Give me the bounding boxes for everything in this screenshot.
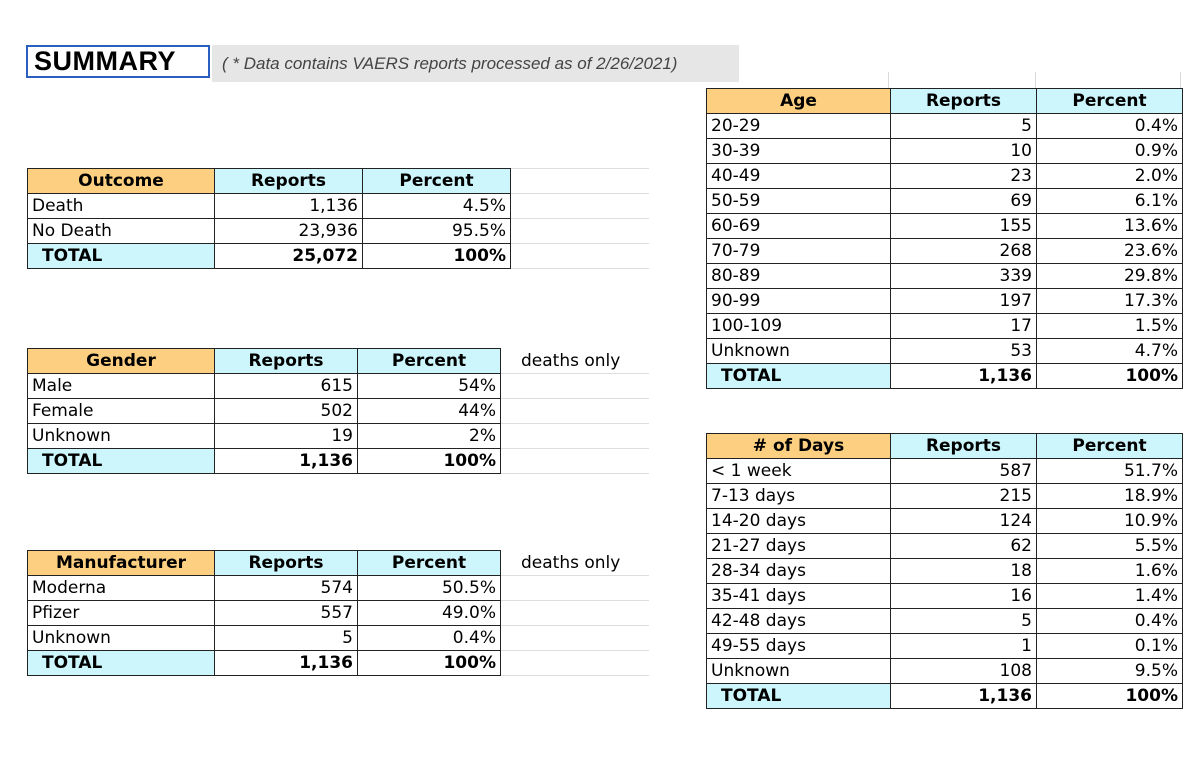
column-header: # of Days (707, 434, 891, 459)
percent-cell[interactable]: 9.5% (1037, 659, 1183, 684)
row-label[interactable]: 30-39 (707, 139, 891, 164)
column-header: Percent (363, 169, 511, 194)
table-header-row (28, 551, 649, 576)
gender-table (27, 348, 649, 474)
percent-cell[interactable]: 4.7% (1037, 339, 1183, 364)
row-label[interactable]: Male (28, 374, 215, 399)
percent-cell[interactable]: 1.6% (1037, 559, 1183, 584)
percent-cell[interactable]: 29.8% (1037, 264, 1183, 289)
table-row (707, 534, 1183, 559)
row-label[interactable]: Unknown (28, 424, 215, 449)
table-row (707, 659, 1183, 684)
row-label[interactable]: 42-48 days (707, 609, 891, 634)
summary-title[interactable]: SUMMARY (26, 45, 210, 78)
percent-cell[interactable]: 95.5% (363, 219, 511, 244)
total-percent[interactable]: 100% (1037, 364, 1183, 389)
percent-cell[interactable]: 1.4% (1037, 584, 1183, 609)
row-label[interactable]: 28-34 days (707, 559, 891, 584)
percent-cell[interactable]: 10.9% (1037, 509, 1183, 534)
table-header-row (707, 89, 1183, 114)
column-header: Manufacturer (28, 551, 215, 576)
total-percent[interactable]: 100% (358, 449, 501, 474)
total-percent[interactable]: 100% (1037, 684, 1183, 709)
reports-cell[interactable]: 19 (215, 424, 358, 449)
percent-cell[interactable]: 51.7% (1037, 459, 1183, 484)
column-header: Percent (358, 349, 501, 374)
table-row (707, 339, 1183, 364)
empty-cell (511, 244, 649, 269)
column-header: Percent (1037, 434, 1183, 459)
reports-cell[interactable]: 18 (891, 559, 1037, 584)
age-table (706, 88, 1183, 389)
reports-cell[interactable]: 268 (891, 239, 1037, 264)
table-row (707, 264, 1183, 289)
reports-cell[interactable]: 53 (891, 339, 1037, 364)
total-reports[interactable]: 1,136 (891, 684, 1037, 709)
row-label[interactable]: 40-49 (707, 164, 891, 189)
row-label[interactable]: 7-13 days (707, 484, 891, 509)
reports-cell[interactable]: 587 (891, 459, 1037, 484)
row-label[interactable]: 35-41 days (707, 584, 891, 609)
table-row (707, 609, 1183, 634)
empty-cell (501, 399, 649, 424)
percent-cell[interactable]: 0.4% (358, 626, 501, 651)
gridline (888, 72, 889, 88)
summary-note: ( * Data contains VAERS reports processed as of 2/26/2021) (212, 45, 739, 82)
total-reports[interactable]: 1,136 (215, 651, 358, 676)
column-header: Percent (1037, 89, 1183, 114)
reports-cell[interactable]: 339 (891, 264, 1037, 289)
row-label[interactable]: 50-59 (707, 189, 891, 214)
table-row (707, 114, 1183, 139)
total-label[interactable]: TOTAL (28, 449, 215, 474)
row-label[interactable]: 14-20 days (707, 509, 891, 534)
percent-cell[interactable]: 0.4% (1037, 114, 1183, 139)
percent-cell[interactable]: 49.0% (358, 601, 501, 626)
reports-cell[interactable]: 62 (891, 534, 1037, 559)
percent-cell[interactable]: 50.5% (358, 576, 501, 601)
table-row (28, 399, 649, 424)
table-header-row (707, 434, 1183, 459)
table-row (707, 239, 1183, 264)
reports-cell[interactable]: 5 (891, 609, 1037, 634)
reports-cell[interactable]: 197 (891, 289, 1037, 314)
reports-cell[interactable]: 502 (215, 399, 358, 424)
table-row (28, 601, 649, 626)
percent-cell[interactable]: 5.5% (1037, 534, 1183, 559)
column-header: Age (707, 89, 891, 114)
row-label[interactable]: Moderna (28, 576, 215, 601)
total-reports[interactable]: 1,136 (891, 364, 1037, 389)
reports-cell[interactable]: 16 (891, 584, 1037, 609)
column-header: Reports (215, 169, 363, 194)
row-label[interactable]: 70-79 (707, 239, 891, 264)
reports-cell[interactable]: 215 (891, 484, 1037, 509)
reports-cell[interactable]: 574 (215, 576, 358, 601)
percent-cell[interactable]: 54% (358, 374, 501, 399)
column-header: Outcome (28, 169, 215, 194)
percent-cell[interactable]: 17.3% (1037, 289, 1183, 314)
outcome-table (27, 168, 649, 269)
reports-cell[interactable]: 1 (891, 634, 1037, 659)
row-label[interactable]: 20-29 (707, 114, 891, 139)
table-row (707, 509, 1183, 534)
column-header: Reports (891, 89, 1037, 114)
column-header: Reports (215, 349, 358, 374)
empty-cell (501, 601, 649, 626)
empty-cell (501, 424, 649, 449)
table-row (28, 219, 649, 244)
total-reports[interactable]: 25,072 (215, 244, 363, 269)
reports-cell[interactable]: 124 (891, 509, 1037, 534)
column-header: Reports (215, 551, 358, 576)
row-label[interactable]: 60-69 (707, 214, 891, 239)
table-row (707, 634, 1183, 659)
percent-cell[interactable]: 6.1% (1037, 189, 1183, 214)
total-label[interactable]: TOTAL (28, 651, 215, 676)
row-label[interactable]: 21-27 days (707, 534, 891, 559)
column-header: Percent (358, 551, 501, 576)
table-row (28, 194, 649, 219)
table-row (707, 459, 1183, 484)
percent-cell[interactable]: 0.4% (1037, 609, 1183, 634)
reports-cell[interactable]: 69 (891, 189, 1037, 214)
reports-cell[interactable]: 557 (215, 601, 358, 626)
percent-cell[interactable]: 23.6% (1037, 239, 1183, 264)
percent-cell[interactable]: 0.1% (1037, 634, 1183, 659)
percent-cell[interactable]: 44% (358, 399, 501, 424)
table-row (28, 374, 649, 399)
table-row (707, 189, 1183, 214)
row-label[interactable]: 90-99 (707, 289, 891, 314)
row-label[interactable]: Female (28, 399, 215, 424)
percent-cell[interactable]: 2.0% (1037, 164, 1183, 189)
total-label[interactable]: TOTAL (28, 244, 215, 269)
empty-cell (501, 449, 649, 474)
total-reports[interactable]: 1,136 (215, 449, 358, 474)
row-label[interactable]: Unknown (707, 659, 891, 684)
total-row (28, 449, 649, 474)
empty-cell (501, 576, 649, 601)
total-row (707, 364, 1183, 389)
row-label[interactable]: Pfizer (28, 601, 215, 626)
total-row (28, 651, 649, 676)
row-label[interactable]: Unknown (707, 339, 891, 364)
reports-cell[interactable]: 17 (891, 314, 1037, 339)
percent-cell[interactable]: 18.9% (1037, 484, 1183, 509)
empty-cell (501, 374, 649, 399)
total-row (707, 684, 1183, 709)
table-row (28, 576, 649, 601)
total-percent[interactable]: 100% (358, 651, 501, 676)
row-label[interactable]: 49-55 days (707, 634, 891, 659)
percent-cell[interactable]: 0.9% (1037, 139, 1183, 164)
table-header-row (28, 349, 649, 374)
percent-cell[interactable]: 2% (358, 424, 501, 449)
percent-cell[interactable]: 4.5% (363, 194, 511, 219)
column-header: Gender (28, 349, 215, 374)
reports-cell[interactable]: 615 (215, 374, 358, 399)
gridline (1180, 72, 1181, 88)
table-row (707, 584, 1183, 609)
reports-cell[interactable]: 108 (891, 659, 1037, 684)
table-row (707, 164, 1183, 189)
days-table (706, 433, 1183, 709)
reports-cell[interactable]: 23,936 (215, 219, 363, 244)
row-label[interactable]: 100-109 (707, 314, 891, 339)
reports-cell[interactable]: 5 (891, 114, 1037, 139)
empty-cell (511, 219, 649, 244)
empty-cell (501, 626, 649, 651)
deaths-only-note: deaths only (521, 350, 621, 371)
total-row (28, 244, 649, 269)
table-header-row (28, 169, 649, 194)
table-row (707, 289, 1183, 314)
reports-cell[interactable]: 23 (891, 164, 1037, 189)
manufacturer-table (27, 550, 649, 676)
empty-cell (511, 169, 649, 194)
row-label[interactable]: No Death (28, 219, 215, 244)
table-row (707, 314, 1183, 339)
deaths-only-note: deaths only (521, 552, 621, 573)
table-row (28, 424, 649, 449)
percent-cell[interactable]: 1.5% (1037, 314, 1183, 339)
total-percent[interactable]: 100% (363, 244, 511, 269)
reports-cell[interactable]: 5 (215, 626, 358, 651)
table-row (707, 484, 1183, 509)
row-label[interactable]: 80-89 (707, 264, 891, 289)
total-label[interactable]: TOTAL (707, 364, 891, 389)
total-label[interactable]: TOTAL (707, 684, 891, 709)
row-label[interactable]: Death (28, 194, 215, 219)
column-header: Reports (891, 434, 1037, 459)
empty-cell (511, 194, 649, 219)
table-row (28, 626, 649, 651)
empty-cell (501, 651, 649, 676)
table-row (707, 139, 1183, 164)
row-label[interactable]: < 1 week (707, 459, 891, 484)
percent-cell[interactable]: 13.6% (1037, 214, 1183, 239)
reports-cell[interactable]: 10 (891, 139, 1037, 164)
row-label[interactable]: Unknown (28, 626, 215, 651)
table-row (707, 214, 1183, 239)
reports-cell[interactable]: 155 (891, 214, 1037, 239)
reports-cell[interactable]: 1,136 (215, 194, 363, 219)
gridline (1035, 72, 1036, 88)
table-row (707, 559, 1183, 584)
